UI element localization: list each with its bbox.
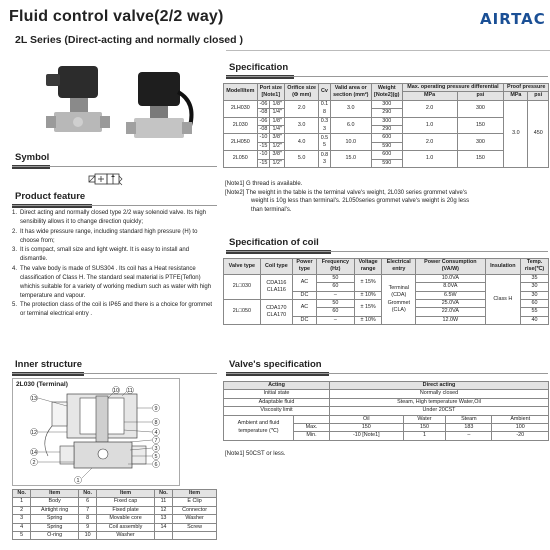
callout-6: 6 bbox=[154, 462, 158, 468]
table-row: -08 1/4" 290 bbox=[224, 126, 549, 134]
table-row: Initial state Normally closed bbox=[224, 390, 549, 398]
callout-12: 12 bbox=[31, 430, 37, 436]
table-row: 2 Airtight ring 7 Fixed plate 12 Connector bbox=[13, 506, 217, 514]
callout-4: 4 bbox=[154, 430, 158, 436]
table-row: 5 O-ring 10 Washer bbox=[13, 532, 217, 540]
table-row: Min. -10 [Note1] 1 – -20 bbox=[224, 432, 549, 440]
table-row: Adaptable fluid Steam, High temperature Water,Oil bbox=[224, 398, 549, 406]
list-item: 2. It has wide pressure range, including standard high pressure (H) to choose from; bbox=[12, 228, 198, 244]
table-header: Item bbox=[173, 490, 217, 498]
table-header: Cv bbox=[319, 84, 330, 101]
section-line bbox=[12, 166, 217, 167]
table-row: Max. 150 150 183 100 bbox=[224, 424, 549, 432]
coil-table bbox=[223, 258, 549, 325]
list-item: 3. It is compact, small size and light weight. It is easy to install and dismantle. bbox=[12, 247, 190, 262]
table-header: Item bbox=[31, 490, 79, 498]
list-item: 4. The valve body is made of SUS304 . Its coil has a Heat resistance classification of Class H. The standard seal material is PTFE(Teflon) whichis suitable for a variety of working medium such as water with high temperature and vapour. bbox=[12, 265, 212, 299]
table-row: 60 8.0VA 30 bbox=[224, 283, 549, 291]
table-header: Port size [Note1] bbox=[257, 84, 284, 101]
table-header: No. bbox=[154, 490, 172, 498]
table-row: 1 Body 6 Fixed cap 11 E Clip bbox=[13, 498, 217, 506]
section-inner-structure: Inner structure bbox=[15, 359, 83, 370]
valve-symbol-icon bbox=[87, 172, 129, 186]
page-subtitle: 2L Series (Direct-acting and normally closed ) bbox=[15, 34, 243, 46]
section-symbol: Symbol bbox=[15, 152, 50, 163]
callout-5: 5 bbox=[154, 454, 158, 460]
callout-9: 9 bbox=[154, 406, 158, 412]
valve-spec-table bbox=[223, 381, 549, 441]
table-header: Power Consumption (VA/W) bbox=[416, 259, 485, 275]
table-header: Valve type bbox=[224, 259, 261, 275]
section-line bbox=[12, 373, 217, 374]
table-header: Power type bbox=[292, 259, 316, 275]
table-header: Temp. rise(℃) bbox=[521, 259, 549, 275]
table-header: No. bbox=[13, 490, 31, 498]
logo-text: AIRTAC bbox=[480, 10, 546, 28]
section-line bbox=[226, 373, 548, 374]
table-row: -15 1/2" 590 bbox=[224, 159, 549, 167]
table-header: Acting bbox=[224, 382, 330, 390]
table-header: Model\Item bbox=[224, 84, 258, 101]
parts-table bbox=[12, 489, 217, 540]
table-row: 60 22.0VA 55 bbox=[224, 308, 549, 316]
table-header: psi bbox=[528, 92, 549, 100]
table-row: 2L050 -10 3/8" 5.0 0.8 3 15.0 600 1.0 150 bbox=[224, 151, 549, 159]
table-row: Viscosity limit Under 20CST bbox=[224, 407, 549, 415]
header-rule bbox=[226, 50, 550, 51]
table-row: -08 1/4" 290 bbox=[224, 109, 549, 117]
table-header: Direct acting bbox=[330, 382, 549, 390]
proof-psi: 450 bbox=[528, 100, 549, 167]
table-row: 2L□050 CDA170 CLA170 AC 50 ± 15% 25.0VA 60 bbox=[224, 300, 549, 308]
callout-1: 1 bbox=[76, 478, 80, 484]
section-line bbox=[12, 205, 217, 206]
section-product-feature: Product feature bbox=[15, 191, 86, 202]
table-row: 2LH030 -06 1/8" 2.0 0.1 8 3.0 300 2.0 300 3.0 450 bbox=[224, 100, 549, 108]
table-header: Max. operating pressure differential bbox=[402, 84, 504, 92]
section-specification: Specification bbox=[229, 62, 289, 73]
table-header: Coil type bbox=[260, 259, 292, 275]
section-line bbox=[226, 76, 548, 77]
table-row: 3 Spring 8 Movable core 13 Washer bbox=[13, 515, 217, 523]
list-item: 5. The protection class of the coil is IP65 and there is a choice for grommet or terminal electrical entry . bbox=[12, 302, 213, 317]
table-header: No. bbox=[78, 490, 96, 498]
table-header: Item bbox=[97, 490, 154, 498]
table-row: 2LH050 -10 3/8" 4.0 0.5 5 10.0 600 2.0 300 bbox=[224, 134, 549, 142]
table-row: 4 Spring 9 Coil assembly 14 Screw bbox=[13, 523, 217, 531]
callout-10: 10 bbox=[113, 388, 119, 394]
valve-note: [Note1] 50CST or less. bbox=[225, 451, 286, 457]
section-spec-coil: Specification of coil bbox=[229, 237, 319, 248]
electrical-entry: Terminal (CDA) Grommet (CLA) bbox=[382, 274, 416, 324]
table-header: MPa bbox=[504, 92, 528, 100]
callout-13: 13 bbox=[31, 396, 37, 402]
table-header: psi bbox=[457, 92, 504, 100]
table-header: MPa bbox=[402, 92, 457, 100]
brand-logo bbox=[480, 10, 546, 28]
table-header: Orifice size (Φ mm) bbox=[285, 84, 319, 101]
table-header: Voltage range bbox=[354, 259, 382, 275]
table-header: Insulation bbox=[485, 259, 521, 275]
table-header: Weight [Note2](g) bbox=[371, 84, 402, 101]
table-header: Frequency (Hz) bbox=[316, 259, 354, 275]
list-item: 1. Direct acting and normally closed type 2/2 way solenoid valve. Its high sensibility allows it to change direction quickly; bbox=[12, 210, 207, 225]
spec-notes: [Note1] G thread is available. [Note2] The weight in the table is the terminal valve's weight, 2L030 series grommet valve's weight is 10g less than terminal's. 2L050series grommet valve's weight is 20g less than terminal's. bbox=[225, 181, 470, 213]
table-row: -15 1/2" 590 bbox=[224, 142, 549, 150]
table-row: Ambient and fluid temperature (℃) Oil Water Steam Ambient bbox=[224, 415, 549, 423]
table-header: Proof pressure bbox=[504, 84, 549, 92]
callout-8: 8 bbox=[154, 420, 158, 426]
page-title: Fluid control valve(2/2 way) bbox=[9, 8, 224, 25]
callout-2: 2 bbox=[32, 460, 36, 466]
valve-photo bbox=[18, 62, 203, 147]
section-line bbox=[226, 251, 548, 252]
structure-drawing bbox=[12, 386, 180, 486]
proof-mpa: 3.0 bbox=[504, 100, 528, 167]
table-header: Valid area or section (mm²) bbox=[330, 84, 371, 101]
table-row: DC – ± 10% 12.0W 40 bbox=[224, 316, 549, 324]
table-header: Electrical entry bbox=[382, 259, 416, 275]
table-row: 2L□030 CDA116 CLA116 AC 50 ± 15% Terminal (CDA) Grommet (CLA) 10.0VA Class H 35 bbox=[224, 274, 549, 282]
callout-3: 3 bbox=[154, 446, 158, 452]
table-row: DC – ± 10% 6.5W 30 bbox=[224, 291, 549, 299]
section-valve-spec: Valve's specification bbox=[229, 359, 322, 370]
callout-7: 7 bbox=[154, 438, 158, 444]
structure-title: 2L030 (Terminal) bbox=[16, 381, 68, 388]
feature-list bbox=[12, 209, 217, 320]
callout-14: 14 bbox=[31, 450, 37, 456]
specification-table bbox=[223, 83, 549, 168]
callout-11: 11 bbox=[127, 388, 133, 394]
table-row: 2L030 -06 1/8" 3.0 0.3 3 6.0 300 1.0 150 bbox=[224, 117, 549, 125]
